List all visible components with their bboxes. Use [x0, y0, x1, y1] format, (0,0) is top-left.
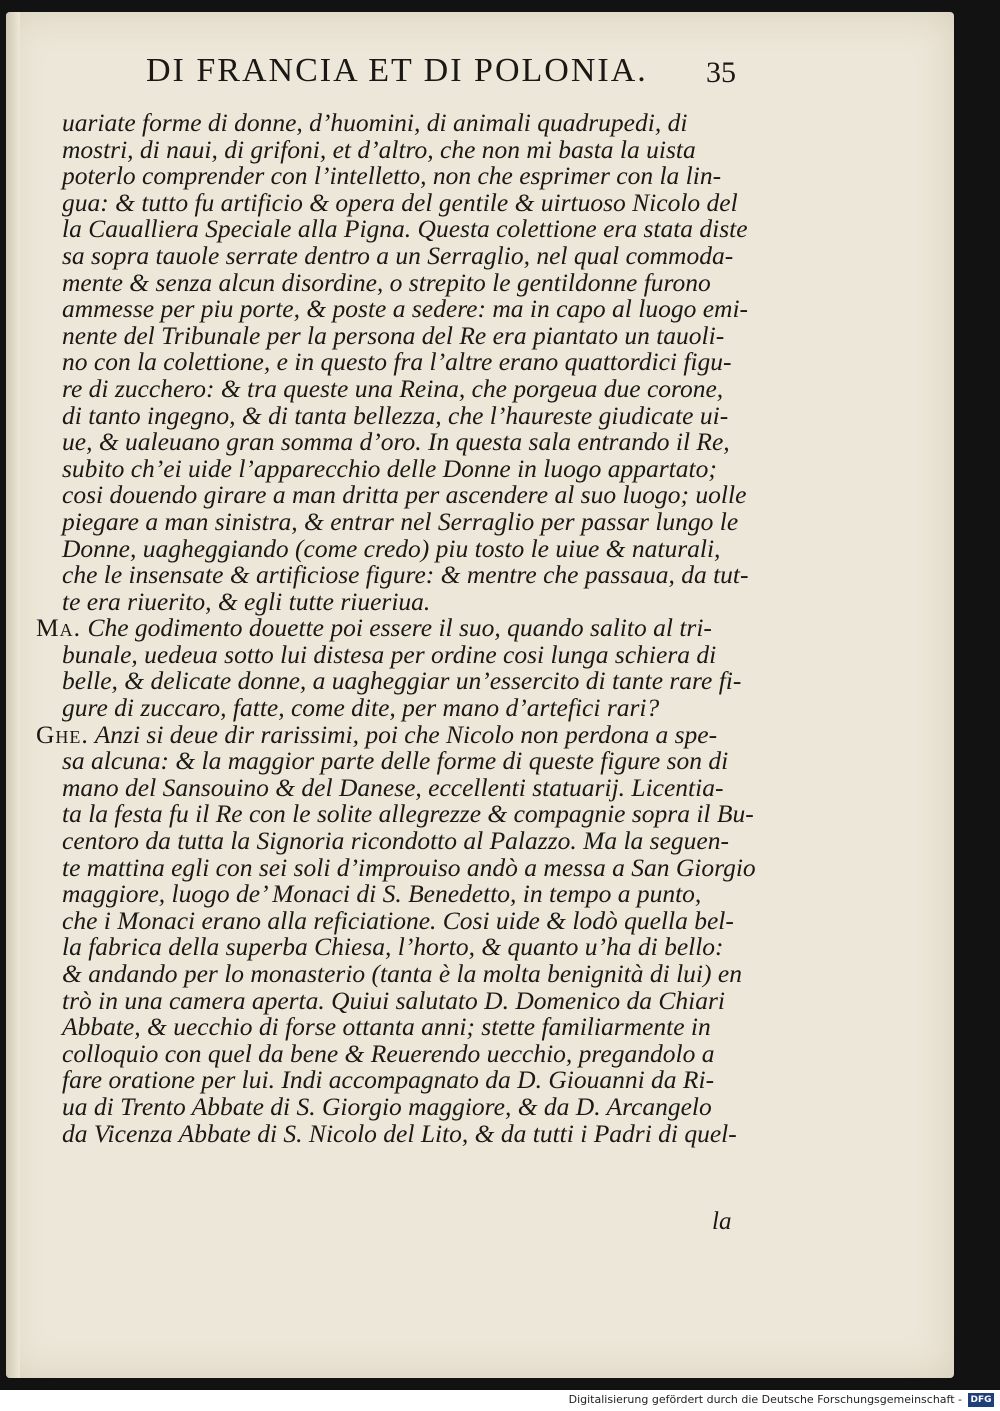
text-line	[36, 506, 776, 536]
text-line	[36, 216, 776, 243]
line-text: bunale, uedeua sotto lui distesa per ordine cosi lunga schiera di	[62, 639, 717, 669]
text-line	[36, 240, 776, 270]
text-line	[36, 905, 776, 935]
text-line	[36, 639, 776, 669]
line-text: ue, & ualeuano gran somma d’oro. In questa sala entrando il Re,	[62, 427, 730, 457]
line-text: la fabrica della superba Chiesa, l’horto, & quanto u’ha di bello:	[62, 932, 724, 962]
line-text: gua: & tutto fu artificio & opera del gentile & uirtuoso Nicolo del	[62, 187, 738, 217]
text-line	[36, 296, 776, 323]
line-text: poterlo comprender con l’intelletto, non che esprimer con la lin-	[62, 161, 722, 191]
line-text: te mattina egli con sei soli d’improuiso andò a messa a San Giorgio	[62, 852, 756, 882]
text-line	[36, 801, 776, 828]
page-number: 35	[706, 56, 736, 89]
text-line	[36, 828, 776, 855]
text-line	[36, 134, 776, 164]
text-line	[36, 615, 776, 642]
dfg-logo: DFG	[968, 1393, 994, 1407]
text-line	[36, 349, 776, 376]
book-page	[6, 12, 954, 1378]
line-text: te era riuerito, & egli tutte riueriua.	[62, 586, 431, 616]
line-text: no con la colettione, e in questo fra l’altre erano quattordici figu-	[62, 347, 732, 377]
line-text: colloquio con quel da bene & Reuerendo uecchio, pregandolo a	[62, 1038, 715, 1068]
line-text: Abbate, & uecchio di forse ottanta anni; stette familiarmente in	[62, 1012, 711, 1042]
text-line	[36, 562, 776, 589]
text-line	[36, 719, 776, 749]
line-text: maggiore, luogo de’ Monaci di S. Benedetto, in tempo a punto,	[62, 879, 702, 909]
line-text: & andando per lo monasterio (tanta è la molta benignità di lui) en	[62, 959, 742, 988]
text-line	[36, 187, 776, 217]
text-line	[36, 1014, 776, 1041]
line-text: Anzi si deue dir rarissimi, poi che Nicolo non perdona a spe-	[94, 719, 718, 749]
text-line	[36, 695, 776, 722]
text-line	[36, 1118, 776, 1148]
text-line	[36, 1091, 776, 1121]
line-text: la Caualliera Speciale alla Pigna. Questa colettione era stata diste	[62, 214, 748, 244]
text-line	[36, 852, 776, 882]
line-text: ua di Trento Abbate di S. Giorgio maggiore, & da D. Arcangelo	[62, 1091, 712, 1121]
line-text: gure di zuccaro, fatte, come dite, per mano d’artefici rari?	[62, 693, 660, 723]
line-text: piegare a man sinistra, & entrar nel Serraglio per passar lungo le	[62, 506, 739, 536]
text-line	[36, 934, 776, 961]
line-text: Donne, uagheggiando (come credo) piu tosto le uiue & naturali,	[62, 533, 721, 563]
line-text: cosi douendo girare a man dritta per ascendere al suo luogo; uolle	[62, 480, 747, 510]
line-text: sa alcuna: & la maggior parte delle forme di queste figure son di	[62, 746, 729, 776]
line-text: trò in una camera aperta. Quiui salutato D. Domenico da Chiari	[62, 985, 725, 1015]
text-line	[36, 1067, 776, 1094]
text-line	[36, 961, 776, 988]
catchword: la	[712, 1208, 732, 1235]
text-line	[36, 985, 776, 1015]
line-text: subito ch’ei uide l’apparecchio delle Donne in luogo appartato;	[62, 453, 717, 483]
line-text: fare oratione per lui. Indi accompagnato da D. Giouanni da Ri-	[62, 1065, 715, 1095]
line-text: ammesse per piu porte, & poste a sedere: ma in capo al luogo emi-	[62, 294, 749, 324]
text-line	[36, 881, 776, 908]
body-text	[36, 110, 776, 1147]
digitization-footer	[0, 1390, 1000, 1411]
line-text: belle, & delicate donne, a uagheggiar un’essercito di tante rare fi-	[62, 666, 742, 696]
line-text: sa sopra tauole serrate dentro a un Serraglio, nel qual commoda-	[62, 240, 734, 270]
text-line	[36, 320, 776, 350]
line-text: che i Monaci erano alla reficiatione. Cosi uide & lodò quella bel-	[62, 905, 734, 935]
text-line	[36, 163, 776, 190]
line-text: che le insensate & artificiose figure: & mentre che passaua, da tut-	[62, 560, 749, 590]
line-text: mano del Sansouino & del Danese, eccellenti statuarij. Licentia-	[62, 772, 724, 802]
text-line	[36, 533, 776, 563]
line-text: Che godimento douette poi essere il suo, quando salito al tri-	[87, 613, 712, 643]
line-text: centoro da tutta la Signoria ricondotto al Palazzo. Ma la seguen-	[62, 826, 729, 856]
speaker-label: Ghe.	[36, 719, 89, 749]
line-text: mostri, di naui, di grifoni, et d’altro, che non mi basta la uista	[62, 134, 696, 164]
text-line	[36, 267, 776, 297]
text-line	[36, 482, 776, 509]
speaker-label: Ma.	[36, 613, 82, 643]
line-text: ta la festa fu il Re con le solite allegrezze & compagnie sopra il Bu-	[62, 799, 754, 829]
line-text: mente & senza alcun disordine, o strepito le gentildonne furono	[62, 267, 711, 297]
text-line	[36, 668, 776, 695]
page-gutter-edge	[6, 12, 20, 1378]
text-line	[36, 748, 776, 775]
text-line	[36, 429, 776, 456]
text-line	[36, 586, 776, 616]
funding-credit: Digitalisierung gefördert durch die Deutsche Forschungsgemeinschaft -	[568, 1393, 962, 1406]
line-text: uariate forme di donne, d’huomini, di animali quadrupedi, di	[62, 108, 688, 137]
line-text: da Vicenza Abbate di S. Nicolo del Lito, & da tutti i Padri di quel-	[62, 1118, 737, 1148]
text-line	[36, 110, 776, 137]
text-line	[36, 453, 776, 483]
line-text: di tanto ingegno, & di tanta bellezza, che l’haureste giudicate ui-	[62, 400, 729, 430]
line-text: nente del Tribunale per la persona del Re era piantato un tauoli-	[62, 320, 725, 350]
text-line	[36, 772, 776, 802]
running-title: DI FRANCIA ET DI POLONIA.	[146, 52, 648, 89]
text-line	[36, 373, 776, 403]
line-text: re di zucchero: & tra queste una Reina, che porgeua due corone,	[62, 373, 724, 403]
text-line	[36, 400, 776, 430]
text-line	[36, 1038, 776, 1068]
